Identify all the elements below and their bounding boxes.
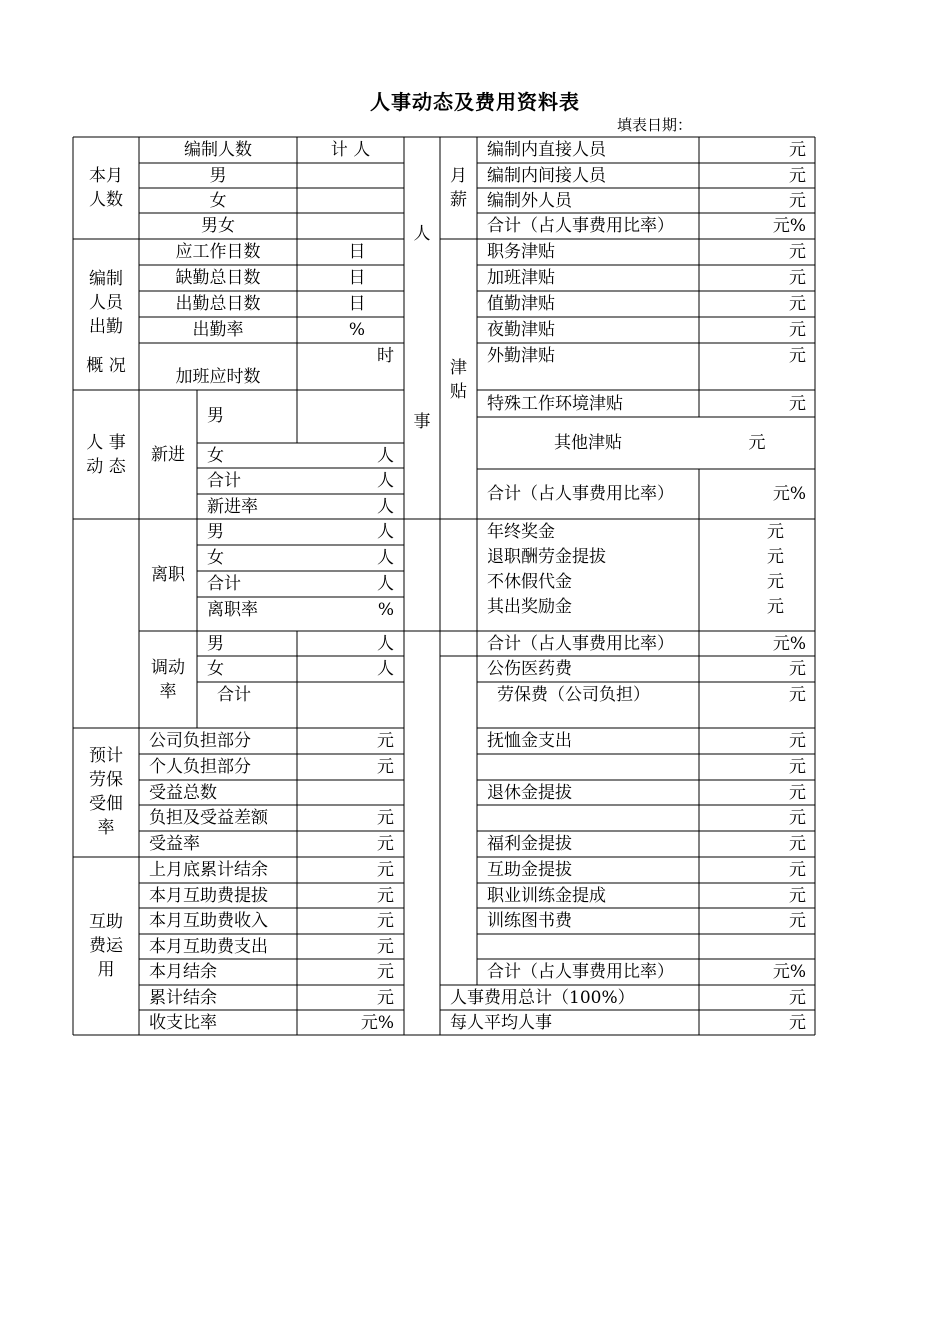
middle-char-ren: 人: [413, 224, 431, 244]
headcount-label: 编制人数: [184, 140, 252, 160]
aid-row-label: 上月底累计结余: [149, 860, 268, 880]
welfare-row-value[interactable]: 元: [789, 685, 806, 705]
allowance-row-label: 职务津贴: [487, 242, 555, 262]
allowance-row-value[interactable]: 元: [789, 242, 806, 262]
welfare-row-label: 职业训练金提成: [487, 886, 606, 906]
aid-row-value[interactable]: 元: [377, 937, 394, 957]
group-monthly-pay: 月 薪: [450, 166, 467, 210]
group-insurance: 预计 劳保 受佃 率: [89, 746, 123, 838]
pay-row-label: 编制内间接人员: [487, 166, 606, 186]
welfare-row-value[interactable]: 元: [789, 834, 806, 854]
absence-label: 缺勤总日数: [175, 268, 261, 288]
aid-row-label: 本月互助费支出: [149, 937, 268, 957]
transfer-male-label: 男: [207, 634, 224, 654]
headcount-total-label: 男女: [201, 216, 235, 236]
allowance-row-label: 特殊工作环境津贴: [487, 394, 623, 414]
allowance-row-label: 值勤津贴: [487, 294, 555, 314]
group-personnel: 人 事 动 态: [86, 433, 126, 477]
resign-total-value[interactable]: 人: [377, 574, 394, 594]
transfer-total-label: 合计: [217, 685, 251, 705]
allowance-row-label: 外勤津贴: [487, 346, 555, 366]
overtime-label: 加班应时数: [175, 367, 261, 387]
welfare-total-value[interactable]: 元%: [772, 962, 806, 982]
welfare-row-label: 福利金提拔: [487, 834, 572, 854]
aid-row-label: 本月结余: [149, 962, 217, 982]
allowance-other-value[interactable]: 元: [748, 433, 766, 453]
bonus-row-label: 其出奖励金: [487, 597, 572, 617]
bonus-row-value[interactable]: 元: [767, 597, 784, 617]
welfare-row-label: 互助金提拔: [487, 860, 572, 880]
new-hire-label: 新进: [151, 445, 185, 465]
attendance-rate-label: 出勤率: [192, 320, 244, 340]
resign-rate-label: 离职率: [207, 600, 258, 620]
bonus-row-value[interactable]: 元: [767, 522, 784, 542]
new-female-value[interactable]: 人: [377, 446, 394, 466]
welfare-row-label: 训练图书费: [487, 911, 572, 931]
ins-rate-value[interactable]: 元: [377, 834, 394, 854]
resign-label: 离职: [151, 565, 185, 585]
ins-company-label: 公司负担部分: [149, 731, 251, 751]
fill-date-label: 填表日期：: [617, 116, 693, 134]
ins-personal-label: 个人负担部分: [149, 757, 251, 777]
welfare-row-value[interactable]: 元: [789, 860, 806, 880]
middle-char-shi: 事: [413, 412, 431, 432]
welfare-row-value[interactable]: 元: [789, 911, 806, 931]
allowance-row-value[interactable]: 元: [789, 294, 806, 314]
group-allowance: 津 贴: [450, 358, 467, 402]
aid-row-value[interactable]: 元%: [360, 1013, 394, 1033]
aid-row-value[interactable]: 元: [377, 988, 394, 1008]
new-total-label: 合计: [207, 471, 241, 491]
page-title: 人事动态及费用资料表: [370, 90, 580, 114]
new-rate-value[interactable]: 人: [377, 497, 394, 517]
resign-female-value[interactable]: 人: [377, 548, 394, 568]
transfer-female-label: 女: [207, 659, 224, 679]
allowance-row-value[interactable]: 元: [789, 320, 806, 340]
absence-value[interactable]: 日: [348, 268, 366, 288]
present-label: 出勤总日数: [175, 294, 261, 314]
personnel-cost-total-label: 人事费用总计（100%）: [450, 988, 635, 1008]
headcount-female-label: 女: [209, 191, 227, 211]
aid-row-label: 本月互助费收入: [149, 911, 268, 931]
allowance-row-value[interactable]: 元: [789, 394, 806, 414]
welfare-row-label: 抚恤金支出: [487, 731, 572, 751]
resign-male-value[interactable]: 人: [377, 522, 394, 542]
welfare-row-value[interactable]: 元: [789, 757, 806, 777]
workdays-label: 应工作日数: [175, 242, 261, 262]
pay-row-value[interactable]: 元: [789, 191, 806, 211]
workdays-value[interactable]: 日: [348, 242, 366, 262]
bonus-row-value[interactable]: 元: [767, 572, 784, 592]
ins-benefit-label: 受益总数: [149, 783, 217, 803]
group-mutual-aid: 互助 费运 用: [89, 912, 123, 980]
aid-row-value[interactable]: 元: [377, 911, 394, 931]
aid-row-label: 本月互助费提拔: [149, 886, 268, 906]
pay-row-label: 编制外人员: [487, 191, 572, 211]
welfare-row-value[interactable]: 元: [789, 886, 806, 906]
pay-row-value[interactable]: 元: [789, 140, 806, 160]
overtime-value[interactable]: 时: [377, 346, 394, 366]
present-value[interactable]: 日: [348, 294, 366, 314]
welfare-row-value[interactable]: 元: [789, 731, 806, 751]
bonus-row-value[interactable]: 元: [767, 547, 784, 567]
aid-row-label: 累计结余: [149, 988, 217, 1008]
allowance-row-value[interactable]: 元: [789, 346, 806, 366]
allowance-total-label: 合计（占人事费用比率）: [487, 484, 674, 504]
new-male-label: 男: [207, 406, 224, 426]
welfare-row-value[interactable]: 元: [789, 783, 806, 803]
welfare-row-label: 劳保费（公司负担）: [497, 685, 650, 705]
resign-female-label: 女: [207, 548, 224, 568]
group-monthly-headcount: 本月 人数: [89, 166, 123, 210]
ins-company-value[interactable]: 元: [377, 731, 394, 751]
new-female-label: 女: [207, 446, 224, 466]
transfer-female-value[interactable]: 人: [377, 659, 394, 679]
aid-row-value[interactable]: 元: [377, 860, 394, 880]
welfare-total-label: 合计（占人事费用比率）: [487, 962, 674, 982]
per-capita-cost-value[interactable]: 元: [789, 1013, 806, 1033]
bonus-row-label: 退职酬劳金提拔: [487, 547, 606, 567]
ins-diff-value[interactable]: 元: [377, 808, 394, 828]
resign-total-label: 合计: [207, 574, 241, 594]
per-capita-cost-label: 每人平均人事: [450, 1013, 552, 1033]
aid-row-value[interactable]: 元: [377, 962, 394, 982]
group-attendance-tail: 概 况: [86, 356, 126, 376]
allowance-row-label: 加班津贴: [487, 268, 555, 288]
ins-diff-label: 负担及受益差额: [149, 808, 268, 828]
resign-male-label: 男: [207, 522, 224, 542]
personnel-cost-total-value[interactable]: 元: [789, 988, 806, 1008]
welfare-row-label: 退休金提拔: [487, 783, 572, 803]
pay-row-label: 编制内直接人员: [487, 140, 606, 160]
bonus-row-label: 不休假代金: [487, 572, 572, 592]
headcount-value[interactable]: 计 人: [330, 140, 371, 160]
group-attendance: 编制 人员 出勤: [89, 269, 123, 337]
pay-total-label: 合计（占人事费用比率）: [487, 216, 674, 236]
bonus-row-label: 年终奖金: [487, 522, 555, 542]
pay-total-value[interactable]: 元%: [772, 216, 806, 236]
welfare-row-value[interactable]: 元: [789, 808, 806, 828]
resign-rate-value[interactable]: %: [377, 600, 394, 620]
ins-rate-label: 受益率: [149, 834, 200, 854]
welfare-row-value[interactable]: 元: [789, 659, 806, 679]
headcount-male-label: 男: [209, 166, 227, 186]
allowance-row-value[interactable]: 元: [789, 268, 806, 288]
bonus-total-label: 合计（占人事费用比率）: [487, 634, 674, 654]
allowance-other-label: 其他津贴: [554, 433, 622, 453]
new-total-value[interactable]: 人: [377, 471, 394, 491]
ins-personal-value[interactable]: 元: [377, 757, 394, 777]
attendance-rate-value[interactable]: %: [348, 320, 366, 340]
transfer-label: 调动 率: [151, 658, 185, 702]
new-rate-label: 新进率: [207, 497, 258, 517]
bonus-total-value[interactable]: 元%: [772, 634, 806, 654]
allowance-row-label: 夜勤津贴: [487, 320, 555, 340]
transfer-male-value[interactable]: 人: [377, 634, 394, 654]
allowance-total-value[interactable]: 元%: [772, 484, 806, 504]
welfare-row-label: 公伤医药费: [487, 659, 572, 679]
aid-row-label: 收支比率: [149, 1013, 217, 1033]
pay-row-value[interactable]: 元: [789, 166, 806, 186]
aid-row-value[interactable]: 元: [377, 886, 394, 906]
